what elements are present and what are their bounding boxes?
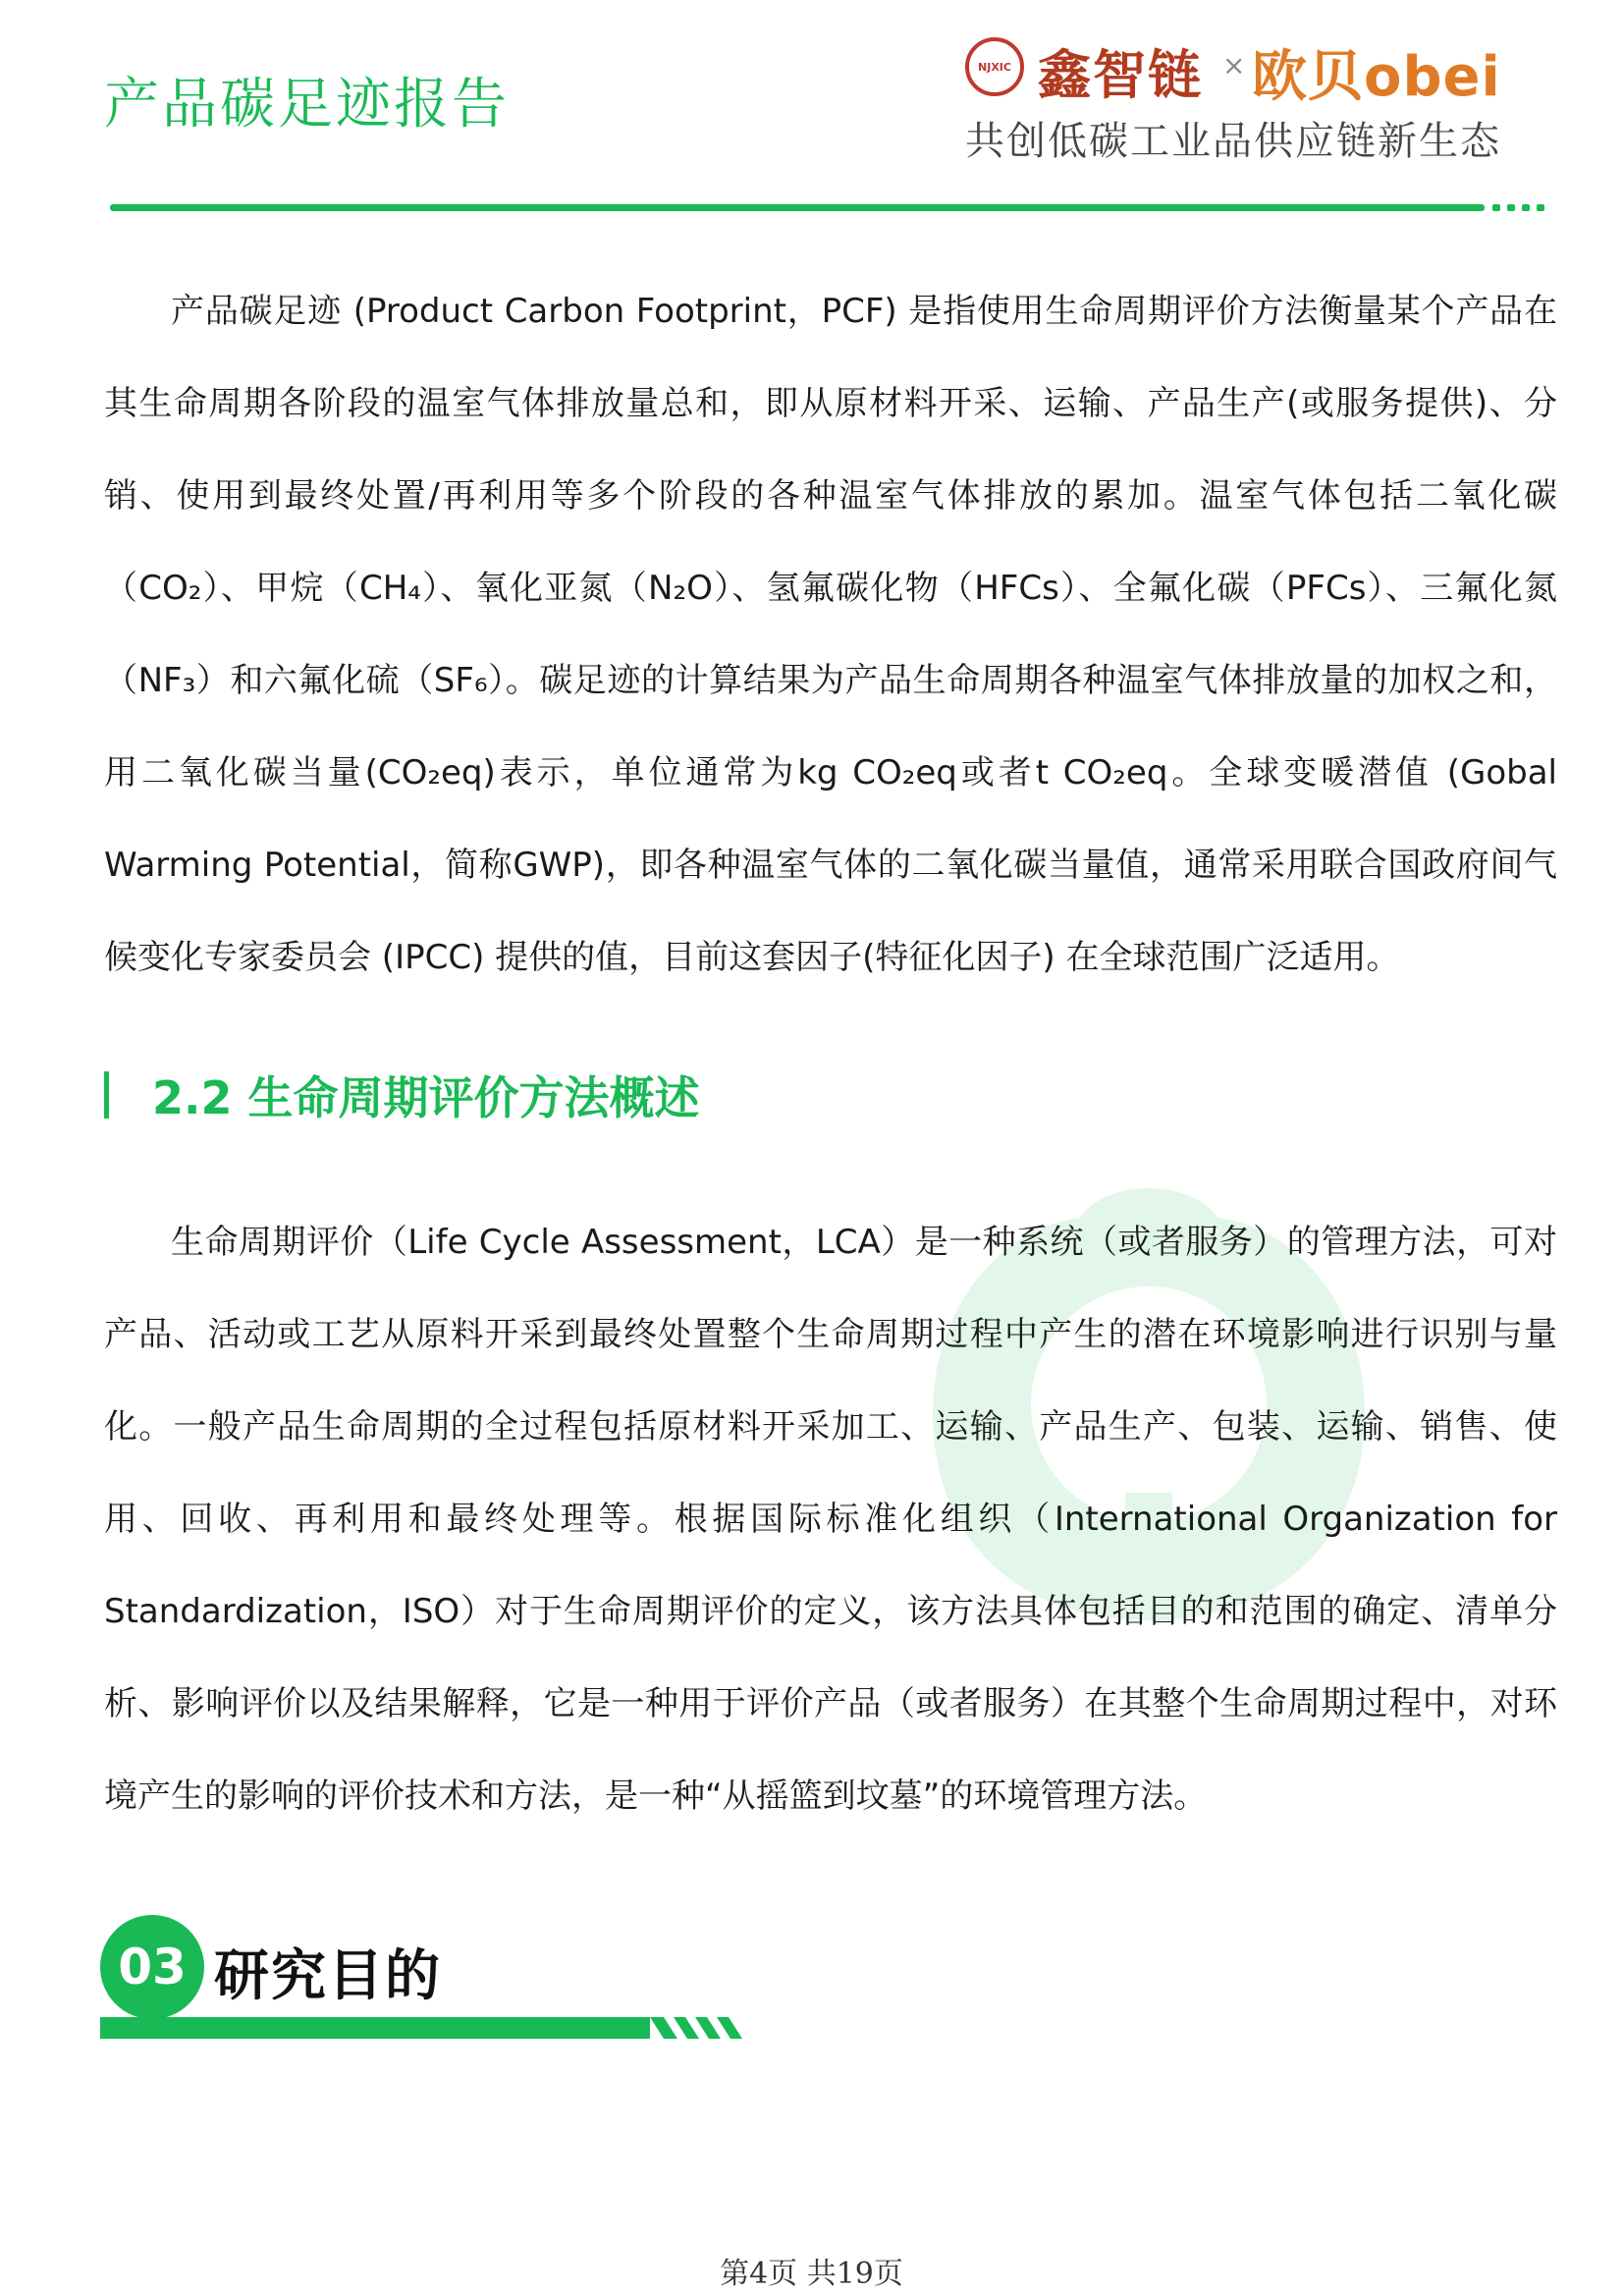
lca-overview-paragraph: 生命周期评价（Life Cycle Assessment，LCA）是一种系统（或者服务）的管理方法，可对产品、活动或工艺从原料开采到最终处置整个生命周期过程中产生的潜在环境影响进行识别与量化。一般产品生命周期的全过程包括原材料开采加工、运输、产品生产、包装、运输、销售、使用、回收、再利用和最终处理等。根据国际标准化组织（International Organization for Standardization，ISO）对于生命周期评价的定义，该方法具体包括目的和范围的确定、清单分析、影响评价以及结果解释，它是一种用于评价产品（或者服务）在其整个生命周期过程中，对环境产生的影响的评价技术和方法，是一种“从摇篮到坟墓”的环境管理方法。: [104, 1223, 1557, 1816]
page-footer: 第4页 共19页: [720, 2257, 903, 2291]
logo-slogan: 共创低碳工业品供应链新生态: [965, 119, 1501, 164]
company-logo: [965, 33, 1515, 164]
chapter-number-badge: 03: [100, 1915, 204, 2019]
logo-separator: ×: [1222, 49, 1246, 82]
report-title: 产品碳足迹报告: [104, 73, 510, 137]
chapter-underline: [100, 2017, 650, 2039]
logo-brand: 鑫智链: [1038, 44, 1203, 106]
logo-partner: 欧贝obei: [1252, 45, 1501, 109]
chapter-title: 研究目的: [214, 1944, 442, 2008]
section-heading-2-2: [104, 1063, 700, 1127]
section-heading-text: 2.2 生命周期评价方法概述: [152, 1071, 700, 1124]
chapter-stripes-icon: [650, 2017, 748, 2039]
seal-icon: NJXIC: [965, 37, 1024, 96]
pcf-definition-paragraph: 产品碳足迹 (Product Carbon Footprint，PCF) 是指使用生命周期评价方法衡量某个产品在其生命周期各阶段的温室气体排放量总和，即从原材料开采、运输、产品生产(或服务提供)、分销、使用到最终处置/再利用等多个阶段的各种温室气体排放的累加。温室气体包括二氧化碳（CO₂）、甲烷（CH₄）、氧化亚氮（N₂O）、氢氟碳化物（HFCs）、全氟化碳（PFCs）、三氟化氮（NF₃）和六氟化硫（SF₆）。碳足迹的计算结果为产品生命周期各种温室气体排放量的加权之和，用二氧化碳当量(CO₂eq)表示，单位通常为kg CO₂eq或者t CO₂eq。全球变暖潜值 (Gobal Warming Potential，简称GWP)，即各种温室气体的二氧化碳当量值，通常采用联合国政府间气候变化专家委员会 (IPCC) 提供的值，目前这套因子(特征化因子) 在全球范围广泛适用。: [104, 292, 1557, 977]
heading-bar-icon: [104, 1071, 109, 1119]
header-divider: [110, 204, 1485, 211]
header-divider-dots: [1492, 204, 1544, 211]
chapter-heading-03: [100, 1915, 748, 2043]
